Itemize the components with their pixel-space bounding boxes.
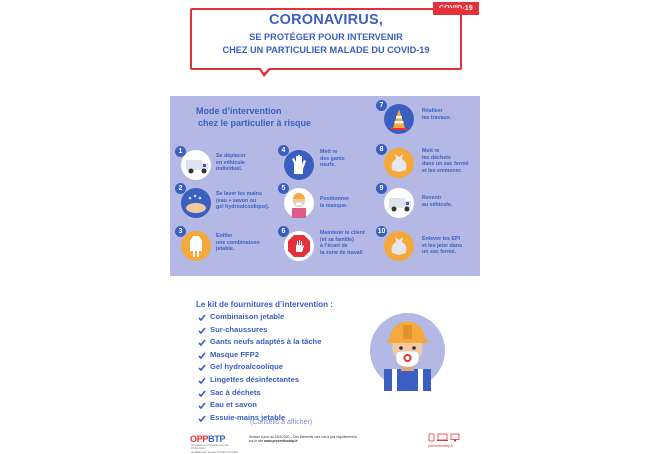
- speech-bubble-tail-inner: [260, 67, 270, 73]
- van-return-icon: [384, 188, 414, 218]
- step-text-9: Revenir au véhicule.: [422, 195, 453, 208]
- kit-item: Lingettes désinfectantes: [198, 374, 321, 387]
- traffic-cone-icon: [384, 104, 414, 134]
- check-icon: [198, 415, 206, 423]
- title-line-2: CHEZ UN PARTICULIER MALADE DU COVID-19: [222, 45, 430, 55]
- step-number-2: 2: [175, 183, 186, 194]
- step-number-3: 3: [175, 226, 186, 237]
- mask-person-icon: [284, 188, 314, 218]
- check-icon: [198, 364, 206, 372]
- oppbtp-logo: OPPBTP: [190, 434, 226, 444]
- title-line-1: SE PROTÉGER POUR INTERVENIR: [249, 32, 403, 42]
- step-number-7: 7: [376, 100, 387, 111]
- kit-list: [198, 311, 321, 424]
- step-number-8: 8: [376, 144, 387, 155]
- panel-title-line-2: chez le particulier à risque: [198, 118, 312, 128]
- step-text-5: Positionner le masque.: [320, 196, 350, 209]
- covid-badge: COVID-19: [433, 2, 479, 15]
- check-icon: [198, 352, 206, 360]
- step-number-5: 5: [278, 183, 289, 194]
- step-number-4: 4: [278, 145, 289, 156]
- worker-illustration: [370, 313, 445, 388]
- title-main: CORONAVIRUS,: [268, 12, 384, 28]
- step-text-6: Maintenir le client (et sa famille) à l’écart de la zone de travail: [320, 230, 365, 256]
- check-icon: [198, 390, 206, 398]
- van-icon: [181, 150, 211, 180]
- waste-bag-icon: [384, 148, 414, 178]
- kit-item: Masque FFP2: [198, 349, 321, 362]
- step-text-7: Réaliser les travaux.: [422, 108, 452, 121]
- display-advice-note: (Conseils à afficher): [250, 419, 313, 426]
- hand-washing-icon: [181, 188, 211, 218]
- update-notice: Version à jour au 2/04/2020 – Des éléments sont mis à jour régulièrement sur le site www.preventionbtp.fr: [249, 435, 357, 444]
- kit-item: Sur-chaussures: [198, 324, 321, 337]
- check-icon: [198, 402, 206, 410]
- step-number-1: 1: [175, 146, 186, 157]
- step-number-6: 6: [278, 226, 289, 237]
- stop-hand-icon: [284, 231, 314, 261]
- glove-icon: [284, 150, 314, 180]
- step-text-2: Se laver les mains (eau + savon ou gel hydroalcoolique).: [216, 191, 270, 211]
- kit-item: Sac à déchets: [198, 387, 321, 400]
- organization-name: Organisme Professionnel de Prévention du Bâtiment et des Travaux Publics: [191, 443, 239, 454]
- kit-item: Essuie-mains jetable: [198, 412, 321, 425]
- kit-item: Gants neufs adaptés à la tâche: [198, 336, 321, 349]
- website-link[interactable]: preventionbtp.fr: [428, 444, 453, 448]
- kit-item: Eau et savon: [198, 399, 321, 412]
- kit-item: Combinaison jetable: [198, 311, 321, 324]
- waste-bag-closed-icon: [384, 231, 414, 261]
- update-site-link[interactable]: www.preventionbtp.fr: [264, 439, 298, 444]
- coverall-icon: [181, 231, 211, 261]
- panel-title-line-1: Mode d’intervention: [196, 106, 282, 116]
- check-icon: [198, 377, 206, 385]
- step-text-4: Mett re des gants neufs.: [320, 149, 345, 169]
- step-text-10: Enlever les EPI et les jeter dans un sac fermé.: [422, 236, 463, 256]
- step-text-1: Se déplacer en véhicule individuel.: [216, 153, 246, 173]
- step-text-3: Enfiler une combinaison jetable.: [216, 233, 260, 253]
- check-icon: [198, 327, 206, 335]
- kit-title: Le kit de fournitures d’intervention :: [196, 300, 333, 309]
- step-number-10: 10: [377, 228, 386, 235]
- step-number-9: 9: [376, 183, 387, 194]
- step-text-8: Mett re les déchets dans un sac fermé et les emmener.: [422, 148, 469, 174]
- kit-item: Gel hydroalcoolique: [198, 361, 321, 374]
- check-icon: [198, 314, 206, 322]
- check-icon: [198, 339, 206, 347]
- devices-icon: [428, 433, 460, 442]
